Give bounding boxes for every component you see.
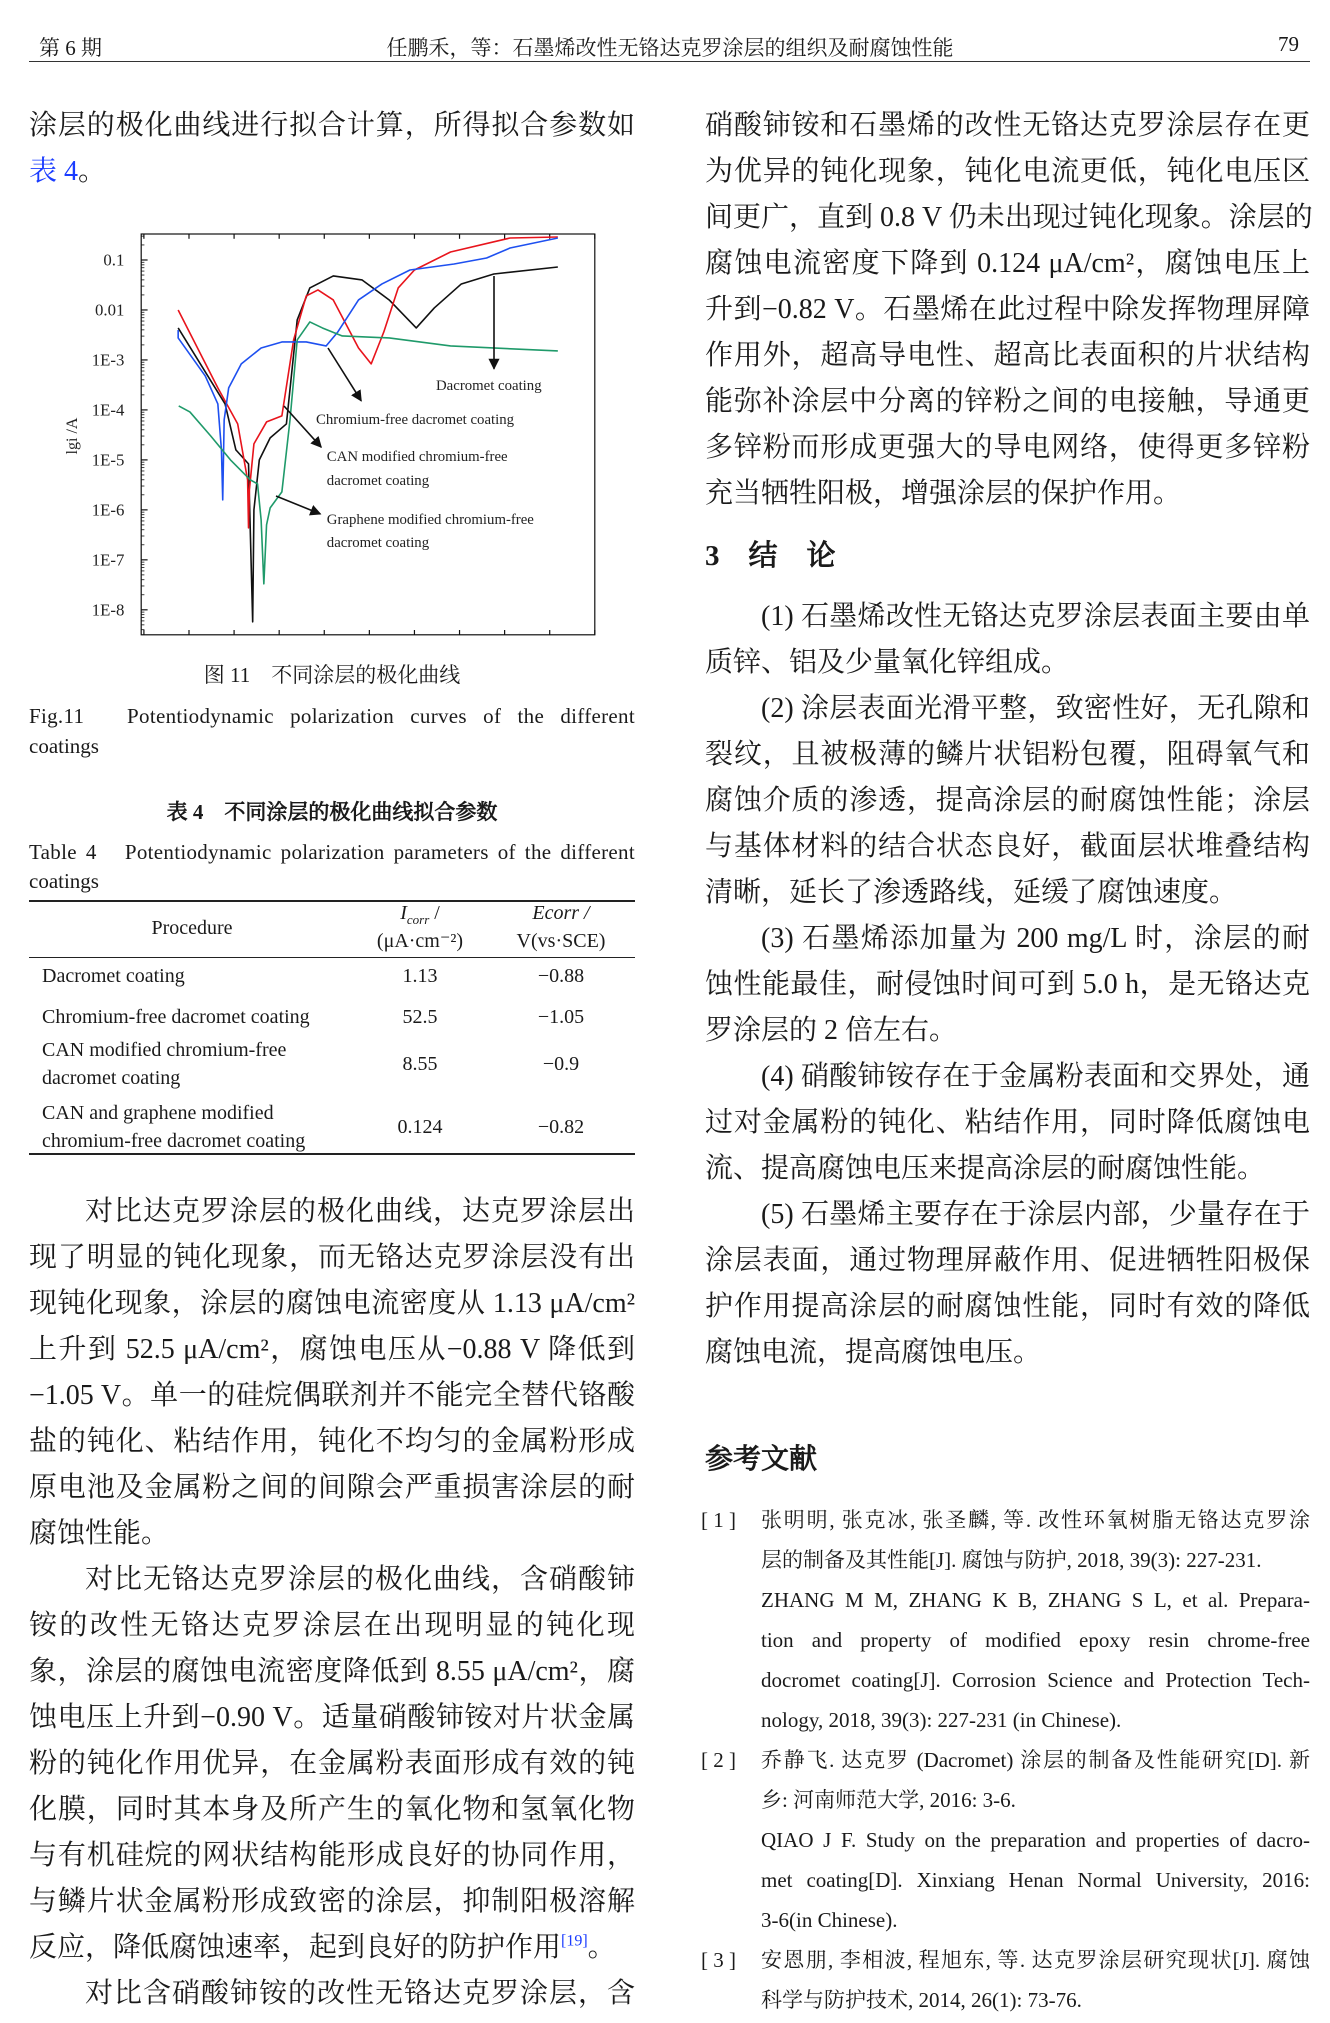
- line-tail: 。: [587, 1932, 616, 1963]
- line-text: 对比无铬达克罗涂层的极化曲线，含硝酸铈: [85, 1564, 635, 1595]
- reference-line: 3-6(in Chinese).: [761, 1908, 898, 1932]
- text-line: [705, 962, 1310, 1008]
- text-line: [29, 149, 635, 195]
- text-line: [29, 1557, 635, 1603]
- line-text: 涂层表面，通过物理屏蔽作用、促进牺牲阳极保: [705, 1245, 1310, 1276]
- line-text: 与有机硅烷的网状结构能形成良好的协同作用，: [29, 1840, 635, 1871]
- annotation-dacromet: Dacromet coating: [436, 378, 542, 394]
- cell-ecorr: −0.9: [542, 1053, 580, 1075]
- text-line: [705, 594, 1310, 640]
- annotation-can-modified-1: CAN modified chromium-free: [326, 449, 508, 466]
- text-line: [29, 103, 635, 149]
- text-line: [705, 149, 1310, 195]
- text-line: [705, 103, 1310, 149]
- reference-line: 乡: 河南师范大学, 2016: 3-6.: [761, 1788, 1016, 1812]
- reference-line: 安恩朋, 李相波, 程旭东, 等. 达克罗涂层研究现状[J]. 腐蚀: [761, 1948, 1310, 1972]
- line-text: 盐的钝化、粘结作用，钝化不均匀的金属粉形成: [29, 1426, 635, 1457]
- cell-ecorr: −0.88: [537, 965, 585, 987]
- page-number: 79: [1278, 32, 1299, 56]
- text-line: [29, 1695, 635, 1741]
- text-line: [29, 1879, 635, 1925]
- running-title: 任鹏禾，等：石墨烯改性无铬达克罗涂层的组织及耐腐蚀性能: [386, 36, 954, 60]
- citation-link[interactable]: [19]: [561, 1932, 588, 1950]
- line-text: 腐蚀性能。: [29, 1518, 170, 1549]
- conclusions-list: [705, 594, 1310, 1376]
- figure-caption-en-cont: coatings: [29, 734, 99, 758]
- text-line: [705, 287, 1310, 333]
- header-rule: [29, 61, 1310, 62]
- annotation-can-modified-2: dacromet coating: [326, 472, 430, 489]
- line-tail: 。: [78, 156, 107, 187]
- line-text: 流、提高腐蚀电压来提高涂层的耐腐蚀性能。: [705, 1153, 1266, 1184]
- line-text: (3) 石墨烯添加量为 200 mg/L 时，涂层的耐: [761, 923, 1310, 954]
- reference-line: 层的制备及其性能[J]. 腐蚀与防护, 2018, 39(3): 227-231.: [761, 1548, 1262, 1572]
- text-line: [705, 686, 1310, 732]
- icorr-subscript: corr: [406, 912, 430, 927]
- left-intro-paragraph: [29, 103, 635, 195]
- line-text: 原电池及金属粉之间的间隙会严重损害涂层的耐: [29, 1472, 635, 1503]
- text-line: [29, 1465, 635, 1511]
- text-line: [705, 732, 1310, 778]
- text-line: [29, 1373, 635, 1419]
- text-line: [705, 1054, 1310, 1100]
- icorr-symbol: I: [400, 902, 407, 924]
- text-line: [705, 1192, 1310, 1238]
- text-line: [705, 778, 1310, 824]
- line-text: (2) 涂层表面光滑平整，致密性好，无孔隙和: [761, 693, 1310, 724]
- text-line: [29, 1327, 635, 1373]
- y-tick-label: 1E-8: [91, 600, 125, 620]
- text-line: [29, 1189, 635, 1235]
- line-text: 清晰，延长了渗透路线，延缓了腐蚀速度。: [705, 877, 1238, 908]
- line-text: 现钝化现象，涂层的腐蚀电流密度从 1.13 μA/cm²: [29, 1288, 635, 1319]
- journal-issue: 第 6 期: [39, 36, 102, 60]
- right-paragraph: [705, 103, 1313, 517]
- text-line: [29, 1741, 635, 1787]
- header-procedure: Procedure: [151, 917, 233, 939]
- line-text: 对比达克罗涂层的极化曲线，达克罗涂层出: [85, 1196, 635, 1227]
- cell-icorr: 0.124: [397, 1116, 443, 1138]
- text-line: [29, 1925, 635, 1971]
- line-text: 涂层的极化曲线进行拟合计算，所得拟合参数如: [29, 110, 635, 141]
- text-line: [705, 1146, 1310, 1192]
- reference-line: nology, 2018, 39(3): 227-231 (in Chinese).: [761, 1708, 1122, 1732]
- line-text: (4) 硝酸铈铵存在于金属粉表面和交界处，通: [761, 1061, 1310, 1092]
- cell-ecorr: −1.05: [537, 1006, 585, 1028]
- annotation-graphene-modified-1: Graphene modified chromium-free: [326, 512, 534, 528]
- text-line: [705, 333, 1310, 379]
- y-tick-label: 0.1: [103, 250, 125, 270]
- text-line: [29, 1419, 635, 1465]
- y-tick-label: 1E-6: [91, 500, 125, 520]
- line-text: 蚀电压上升到−0.90 V。适量硝酸铈铵对片状金属: [29, 1702, 635, 1733]
- reference-number: [ 1 ]: [701, 1508, 736, 1532]
- line-text: 粉的钝化作用优异，在金属粉表面形成有效的钝: [29, 1748, 635, 1779]
- reference-line: 乔静飞. 达克罗 (Dacromet) 涂层的制备及性能研究[D]. 新: [761, 1748, 1310, 1772]
- cell-procedure: CAN modified chromium-free: [42, 1039, 287, 1061]
- figure-caption-en: Fig.11 Potentiodynamic polarization curves of the different: [29, 704, 635, 728]
- line-text: 罗涂层的 2 倍左右。: [705, 1015, 958, 1046]
- text-line: [29, 1787, 635, 1833]
- text-line: [29, 1511, 635, 1557]
- text-line: [705, 1238, 1310, 1284]
- y-tick-label: 0.01: [94, 300, 125, 320]
- line-text: 硝酸铈铵和石墨烯的改性无铬达克罗涂层存在更: [705, 110, 1310, 141]
- line-text: 过对金属粉的钝化、粘结作用，同时降低腐蚀电: [705, 1107, 1310, 1138]
- line-text: 对比含硝酸铈铵的改性无铬达克罗涂层，含: [85, 1978, 635, 2009]
- line-text: 反应，降低腐蚀速率，起到良好的防护作用: [29, 1932, 562, 1963]
- reference-line: tion and property of modified epoxy resin chrome-free: [761, 1628, 1310, 1652]
- line-text: 充当牺牲阳极，增强涂层的保护作用。: [705, 478, 1182, 509]
- line-text: 腐蚀介质的渗透，提高涂层的耐腐蚀性能；涂层: [705, 785, 1310, 816]
- cell-icorr: 8.55: [402, 1053, 438, 1075]
- line-text: (5) 石墨烯主要存在于涂层内部，少量存在于: [761, 1199, 1310, 1230]
- text-line: [29, 1603, 635, 1649]
- arrow-graphene-modified: [276, 496, 320, 514]
- header-icorr-unit: (μA·cm⁻²): [376, 930, 464, 952]
- figure-caption-cn: 图 11 不同涂层的极化曲线: [203, 663, 461, 687]
- icorr-slash: /: [429, 902, 440, 924]
- text-line: [705, 195, 1313, 241]
- table-title-cn: 表 4 不同涂层的极化曲线拟合参数: [166, 800, 498, 824]
- line-text: 升到−0.82 V。石墨烯在此过程中除发挥物理屏障: [705, 294, 1310, 325]
- reference-line: docromet coating[J]. Corrosion Science and Protection Tech-: [761, 1668, 1310, 1692]
- text-line: [29, 1281, 635, 1327]
- cell-ecorr: −0.82: [537, 1116, 585, 1138]
- line-text: 铵的改性无铬达克罗涂层在出现明显的钝化现: [29, 1610, 635, 1641]
- section-heading-conclusion: 3 结 论: [705, 540, 836, 572]
- polarization-chart: [30, 220, 650, 640]
- text-line: [705, 1008, 1310, 1054]
- line-text: 与基体材料的结合状态良好，截面层状堆叠结构: [705, 831, 1310, 862]
- line-text: (1) 石墨烯改性无铬达克罗涂层表面主要由单: [761, 601, 1310, 632]
- text-line: [29, 1833, 635, 1879]
- annotation-chromium-free: Chromium-free dacromet coating: [316, 412, 515, 428]
- text-line: [705, 425, 1310, 471]
- cell-procedure: Dacromet coating: [42, 965, 185, 987]
- text-line: [705, 241, 1310, 287]
- line-text: 象，涂层的腐蚀电流密度降低到 8.55 μA/cm²，腐: [29, 1656, 635, 1687]
- text-line: [705, 640, 1310, 686]
- y-tick-label: 1E-3: [91, 350, 125, 370]
- table-title-en-cont: coatings: [29, 869, 99, 893]
- line-text: 能弥补涂层中分离的锌粉之间的电接触，导通更: [705, 386, 1310, 417]
- table-header-rule: [29, 957, 635, 958]
- line-text: 蚀性能最佳，耐侵蚀时间可到 5.0 h，是无铬达克: [705, 969, 1310, 1000]
- line-text: 质锌、铝及少量氧化锌组成。: [705, 647, 1070, 678]
- text-line: [705, 1100, 1310, 1146]
- text-line: [29, 1971, 635, 2017]
- line-text: 多锌粉而形成更强大的导电网络，使得更多锌粉: [705, 432, 1310, 463]
- cell-icorr: 52.5: [402, 1006, 438, 1028]
- line-text: 与鳞片状金属粉形成致密的涂层，抑制阳极溶解: [29, 1886, 635, 1917]
- arrow-chromium-free: [328, 348, 361, 401]
- y-tick-label: 1E-4: [91, 400, 125, 420]
- y-tick-label: 1E-5: [91, 450, 125, 470]
- series-line-0: [178, 267, 558, 622]
- text-line: [705, 1284, 1310, 1330]
- text-line: [29, 1649, 635, 1695]
- reference-line: met coating[D]. Xinxiang Henan Normal University, 2016:: [761, 1868, 1310, 1892]
- reference-line: QIAO J F. Study on the preparation and properties of dacro-: [761, 1828, 1310, 1852]
- header-ecorr: Ecorr /: [532, 902, 590, 924]
- reference-line: 张明明, 张克冰, 张圣麟, 等. 改性环氧树脂无铬达克罗涂: [761, 1508, 1310, 1532]
- text-line: [705, 870, 1310, 916]
- cell-procedure: chromium-free dacromet coating: [42, 1130, 306, 1152]
- table-title-en: Table 4 Potentiodynamic polarization parameters of the different: [29, 840, 635, 864]
- left-body-text: [29, 1189, 635, 2017]
- line-text: 间更广，直到 0.8 V 仍未出现过钝化现象。涂层的: [705, 202, 1313, 233]
- text-line: [705, 916, 1310, 962]
- line-text: 上升到 52.5 μA/cm²，腐蚀电压从−0.88 V 降低到: [29, 1334, 635, 1365]
- cell-icorr: 1.13: [402, 965, 438, 987]
- header-ecorr-unit: V(vs·SCE): [516, 930, 606, 952]
- table-link[interactable]: 表 4: [29, 156, 79, 187]
- cell-procedure: Chromium-free dacromet coating: [42, 1006, 310, 1028]
- annotation-graphene-modified-2: dacromet coating: [326, 535, 430, 552]
- cell-procedure: dacromet coating: [42, 1067, 181, 1089]
- line-text: 护作用提高涂层的耐腐蚀性能，同时有效的降低: [705, 1291, 1310, 1322]
- reference-line: 科学与防护技术, 2014, 26(1): 73-76.: [761, 1988, 1082, 2012]
- line-text: 作用外，超高导电性、超高比表面积的片状结构: [705, 340, 1310, 371]
- cell-procedure: CAN and graphene modified: [42, 1102, 274, 1124]
- line-text: 裂纹，且被极薄的鳞片状铝粉包覆，阻碍氧气和: [705, 739, 1310, 770]
- line-text: 腐蚀电流密度下降到 0.124 μA/cm²，腐蚀电压上: [705, 248, 1310, 279]
- reference-number: [ 2 ]: [701, 1748, 736, 1772]
- line-text: 为优异的钝化现象，钝化电流更低，钝化电压区: [705, 156, 1310, 187]
- text-line: [705, 824, 1310, 870]
- y-axis-label: lgi /A: [64, 417, 82, 455]
- line-text: −1.05 V。单一的硅烷偶联剂并不能完全替代铬酸: [29, 1380, 635, 1411]
- reference-number: [ 3 ]: [701, 1948, 736, 1972]
- line-text: 现了明显的钝化现象，而无铬达克罗涂层没有出: [29, 1242, 635, 1273]
- line-text: 腐蚀电流，提高腐蚀电压。: [705, 1337, 1042, 1368]
- reference-line: ZHANG M M, ZHANG K B, ZHANG S L, et al. Prepara-: [761, 1588, 1310, 1612]
- text-line: [705, 379, 1310, 425]
- references-heading: 参考文献: [705, 1444, 818, 1475]
- text-line: [705, 471, 1310, 517]
- text-line: [29, 1235, 635, 1281]
- text-line: [705, 1330, 1310, 1376]
- y-tick-label: 1E-7: [91, 550, 125, 570]
- line-text: 化膜，同时其本身及所产生的氧化物和氢氧化物: [29, 1794, 635, 1825]
